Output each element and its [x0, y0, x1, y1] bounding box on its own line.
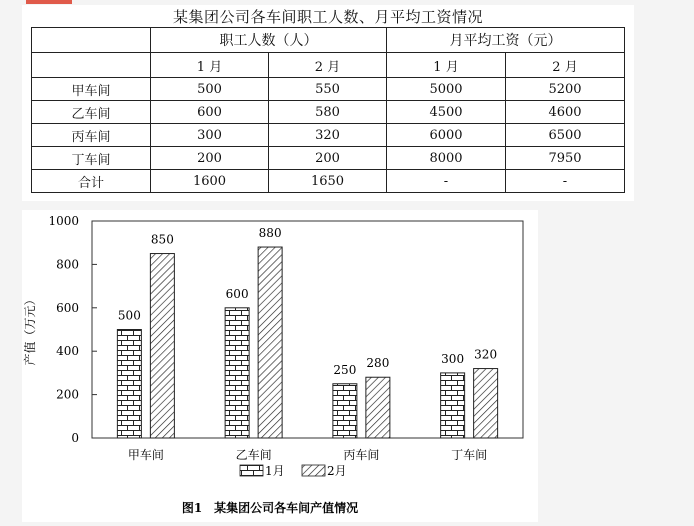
workshop-table-panel — [22, 5, 634, 201]
bar-value-label: 320 — [474, 347, 498, 362]
table-cell: 6000 — [387, 124, 506, 147]
table-month-header-row — [32, 53, 625, 78]
header-month: 1 月 — [387, 53, 506, 78]
header-month: 2 月 — [269, 53, 387, 78]
table-cell: 5000 — [387, 78, 506, 101]
x-tick-label: 乙车间 — [235, 448, 272, 462]
table-cell: 200 — [151, 147, 269, 170]
chart-caption: 图1 某集团公司各车间产值情况 — [181, 501, 359, 515]
table-cell: 4500 — [387, 101, 506, 124]
legend-label-jan: 1月 — [265, 464, 285, 478]
header-staff-count: 职工人数（人） — [151, 28, 387, 53]
y-tick-label: 0 — [71, 431, 79, 445]
bar-feb — [474, 369, 498, 438]
y-tick-label: 600 — [56, 300, 79, 315]
output-chart-panel — [22, 210, 538, 522]
table-cell: 4600 — [506, 101, 625, 124]
header-month: 1 月 — [151, 53, 269, 78]
bar-value-label: 300 — [441, 351, 465, 366]
legend-swatch-feb — [302, 465, 325, 476]
legend-swatch-jan — [240, 465, 263, 476]
y-tick-label: 1000 — [48, 214, 79, 228]
bar-value-label: 600 — [225, 286, 249, 301]
header-avg-wage: 月平均工资（元） — [387, 28, 625, 53]
header-month: 2 月 — [506, 53, 625, 78]
bar-jan — [117, 330, 141, 439]
output-bar-chart — [22, 210, 538, 522]
row-label: 丁车间 — [32, 147, 151, 170]
bar-value-label: 500 — [117, 308, 141, 323]
table-title: 某集团公司各车间职工人数、月平均工资情况 — [172, 8, 483, 26]
table-cell: 580 — [269, 101, 387, 124]
bar-value-label: 850 — [150, 232, 174, 247]
y-axis-title: 产值（万元） — [23, 293, 37, 366]
table-cell: - — [506, 170, 625, 193]
table-cell: 200 — [269, 147, 387, 170]
table-cell: 6500 — [506, 124, 625, 147]
table-cell: 320 — [269, 124, 387, 147]
row-label: 丙车间 — [32, 124, 151, 147]
bar-feb — [366, 377, 390, 438]
legend-label-feb: 2月 — [327, 464, 347, 478]
bar-value-label: 250 — [333, 362, 357, 377]
bar-feb — [150, 254, 174, 438]
table-row — [32, 147, 625, 170]
y-tick-label: 400 — [56, 344, 79, 359]
table-cell: 600 — [151, 101, 269, 124]
workshop-data-table — [31, 27, 625, 193]
table-row — [32, 78, 625, 101]
table-cell: 7950 — [506, 147, 625, 170]
table-row — [32, 101, 625, 124]
row-label: 乙车间 — [32, 101, 151, 124]
x-tick-label: 甲车间 — [127, 448, 164, 462]
bar-jan — [441, 373, 465, 438]
y-tick-label: 200 — [56, 387, 79, 402]
table-cell: 550 — [269, 78, 387, 101]
y-tick-label: 800 — [56, 257, 79, 272]
table-group-header-row — [32, 28, 625, 53]
bar-jan — [333, 384, 357, 438]
table-cell: - — [387, 170, 506, 193]
row-label: 合计 — [32, 170, 151, 193]
table-cell: 1650 — [269, 170, 387, 193]
x-tick-label: 丙车间 — [343, 448, 380, 462]
table-row — [32, 124, 625, 147]
bar-value-label: 280 — [366, 356, 390, 371]
top-tab-marker — [26, 0, 72, 4]
table-cell: 8000 — [387, 147, 506, 170]
x-tick-label: 丁车间 — [451, 448, 488, 462]
table-cell: 500 — [151, 78, 269, 101]
table-cell: 5200 — [506, 78, 625, 101]
bar-jan — [225, 308, 249, 438]
bar-feb — [258, 247, 282, 438]
table-corner-cell — [32, 28, 151, 53]
table-cell: 1600 — [151, 170, 269, 193]
table-row — [32, 170, 625, 193]
table-corner-cell — [32, 53, 151, 78]
bar-value-label: 880 — [258, 226, 282, 241]
row-label: 甲车间 — [32, 78, 151, 101]
table-cell: 300 — [151, 124, 269, 147]
